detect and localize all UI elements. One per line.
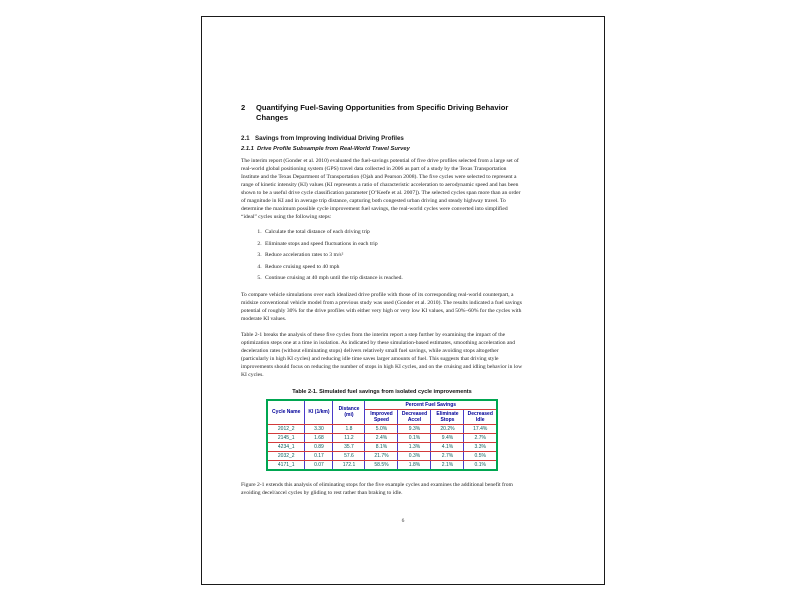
section-heading — [241, 103, 523, 122]
cell-eliminate-stops: 4.1% — [431, 442, 464, 451]
col-header-decreased-accel: Decreased Accel — [398, 409, 431, 424]
document-page — [201, 16, 605, 585]
paragraph-simulation-results: To compare vehicle simulations over each idealized drive profile with those of its corresponding real-world counterpart, a midsize conventional vehicle model from a previous study was used (Gonder et al. 2010). The results indicated a fuel savings potential of roughly 30% for the drive profiles with either very high or very low KI values, and 50%–60% for the cycles with moderate KI values. — [241, 291, 522, 322]
cell-cycle-name: 2032_2 — [267, 451, 305, 460]
col-header-distance: Distance (mi) — [333, 400, 365, 425]
col-header-improved-speed: Improved Speed — [365, 409, 398, 424]
col-header-percent-fuel-savings: Percent Fuel Savings — [365, 400, 497, 410]
cell-improved-speed: 5.0% — [365, 424, 398, 433]
table-row — [267, 433, 497, 442]
cell-improved-speed: 58.5% — [365, 460, 398, 470]
subsection-heading — [241, 135, 523, 142]
cell-distance: 35.7 — [333, 442, 365, 451]
table-header-row — [267, 400, 497, 410]
fuel-savings-table — [266, 399, 498, 471]
cell-ki: 0.89 — [305, 442, 333, 451]
cell-decreased-accel: 1.3% — [398, 442, 431, 451]
cell-distance: 172.1 — [333, 460, 365, 470]
subsubsection-title: Drive Profile Subsample from Real-World Travel Survey — [257, 146, 410, 152]
subsection-title: Savings from Improving Individual Driving Profiles — [255, 135, 404, 142]
cell-decreased-idle: 2.7% — [464, 433, 497, 442]
list-item: 2. Eliminate stops and speed fluctuations in each trip — [263, 241, 523, 249]
col-header-decreased-idle: Decreased Idle — [464, 409, 497, 424]
paragraph-table-discussion: Table 2-1 breaks the analysis of these five cycles from the interim report a step further by examining the impact of the optimization steps one at a time in isolation. As indicated by these simulation-based estimates, smoothing acceleration and deceleration rates (without eliminating stops) delivers relatively small fuel savings, while avoiding stops altogether (particularly in high KI cycles) and reducing idle time saves larger amounts of fuel. This suggests that driving style improvements should focus on reducing the number of stops in high KI cycles, and on the cruising and idling behavior in low KI cycles. — [241, 331, 523, 378]
cell-decreased-accel: 1.8% — [398, 460, 431, 470]
cell-eliminate-stops: 9.4% — [431, 433, 464, 442]
cell-cycle-name: 4234_1 — [267, 442, 305, 451]
cell-distance: 11.2 — [333, 433, 365, 442]
paragraph-figure-reference: Figure 2-1 extends this analysis of eliminating stops for the five example cycles and examines the additional benefit from avoiding decel/accel cycles by gliding to rest rather than braking to idle. — [241, 481, 513, 496]
table-row — [267, 460, 497, 470]
col-header-eliminate-stops: Eliminate Stops — [431, 409, 464, 424]
cell-decreased-accel: 0.3% — [398, 451, 431, 460]
cell-ki: 0.07 — [305, 460, 333, 470]
page-content — [241, 103, 523, 505]
page-number: 6 — [401, 518, 405, 524]
table-row — [267, 451, 497, 460]
col-header-ki: KI (1/km) — [305, 400, 333, 425]
cell-ki: 1.68 — [305, 433, 333, 442]
cell-decreased-accel: 0.1% — [398, 433, 431, 442]
table-caption: Table 2-1. Simulated fuel savings from isolated cycle improvements — [292, 388, 472, 395]
cell-decreased-idle: 0.5% — [464, 451, 497, 460]
cell-decreased-accel: 9.3% — [398, 424, 431, 433]
table-row — [267, 442, 497, 451]
col-header-cycle-name: Cycle Name — [267, 400, 305, 425]
cell-distance: 57.6 — [333, 451, 365, 460]
cell-cycle-name: 4171_1 — [267, 460, 305, 470]
cell-eliminate-stops: 20.2% — [431, 424, 464, 433]
cell-eliminate-stops: 2.7% — [431, 451, 464, 460]
list-item: 5. Continue cruising at 40 mph until the trip distance is reached. — [263, 275, 523, 283]
list-item: 3. Reduce acceleration rates to 3 m/s² — [263, 252, 523, 260]
cell-cycle-name: 2012_2 — [267, 424, 305, 433]
paragraph-intro: The interim report (Gonder et al. 2010) evaluated the fuel-savings potential of five drive profiles selected from a large set of real-world global positioning system (GPS) travel data collected in 2006 as part of a study by the Texas Transportation Institute and the Texas Department of Transportation (Ojah and Pearson 2008). The five cycles were selected to represent a range of kinetic intensity (KI) values (KI represents a ratio of characteristic acceleration to aerodynamic speed and has been shown to be a useful drive cycle classification parameter [O’Keefe et al. 2007]). The selected cycles span more than an order of magnitude in KI and in average trip distance, capturing both congested urban driving and steady highway travel. To determine the maximum possible cycle improvement fuel savings, the real-world cycles were converted into simplified “ideal” cycles using the following steps: — [241, 158, 521, 220]
ideal-cycle-steps-list — [241, 229, 523, 283]
list-item: 1. Calculate the total distance of each driving trip — [263, 229, 523, 237]
cell-improved-speed: 2.4% — [365, 433, 398, 442]
cell-distance: 1.8 — [333, 424, 365, 433]
cell-decreased-idle: 0.1% — [464, 460, 497, 470]
subsection-number: 2.1 — [241, 135, 250, 142]
subsubsection-number: 2.1.1 — [241, 146, 254, 152]
cell-eliminate-stops: 2.1% — [431, 460, 464, 470]
table-row — [267, 424, 497, 433]
cell-ki: 0.17 — [305, 451, 333, 460]
list-item: 4. Reduce cruising speed to 40 mph — [263, 264, 523, 272]
cell-improved-speed: 8.1% — [365, 442, 398, 451]
cell-decreased-idle: 3.3% — [464, 442, 497, 451]
cell-ki: 3.30 — [305, 424, 333, 433]
cell-decreased-idle: 17.4% — [464, 424, 497, 433]
cell-improved-speed: 21.7% — [365, 451, 398, 460]
subsubsection-heading — [241, 146, 523, 153]
cell-cycle-name: 2145_1 — [267, 433, 305, 442]
section-number: 2 — [241, 103, 246, 112]
section-title: Quantifying Fuel-Saving Opportunities from Specific Driving Behavior Changes — [256, 103, 509, 122]
